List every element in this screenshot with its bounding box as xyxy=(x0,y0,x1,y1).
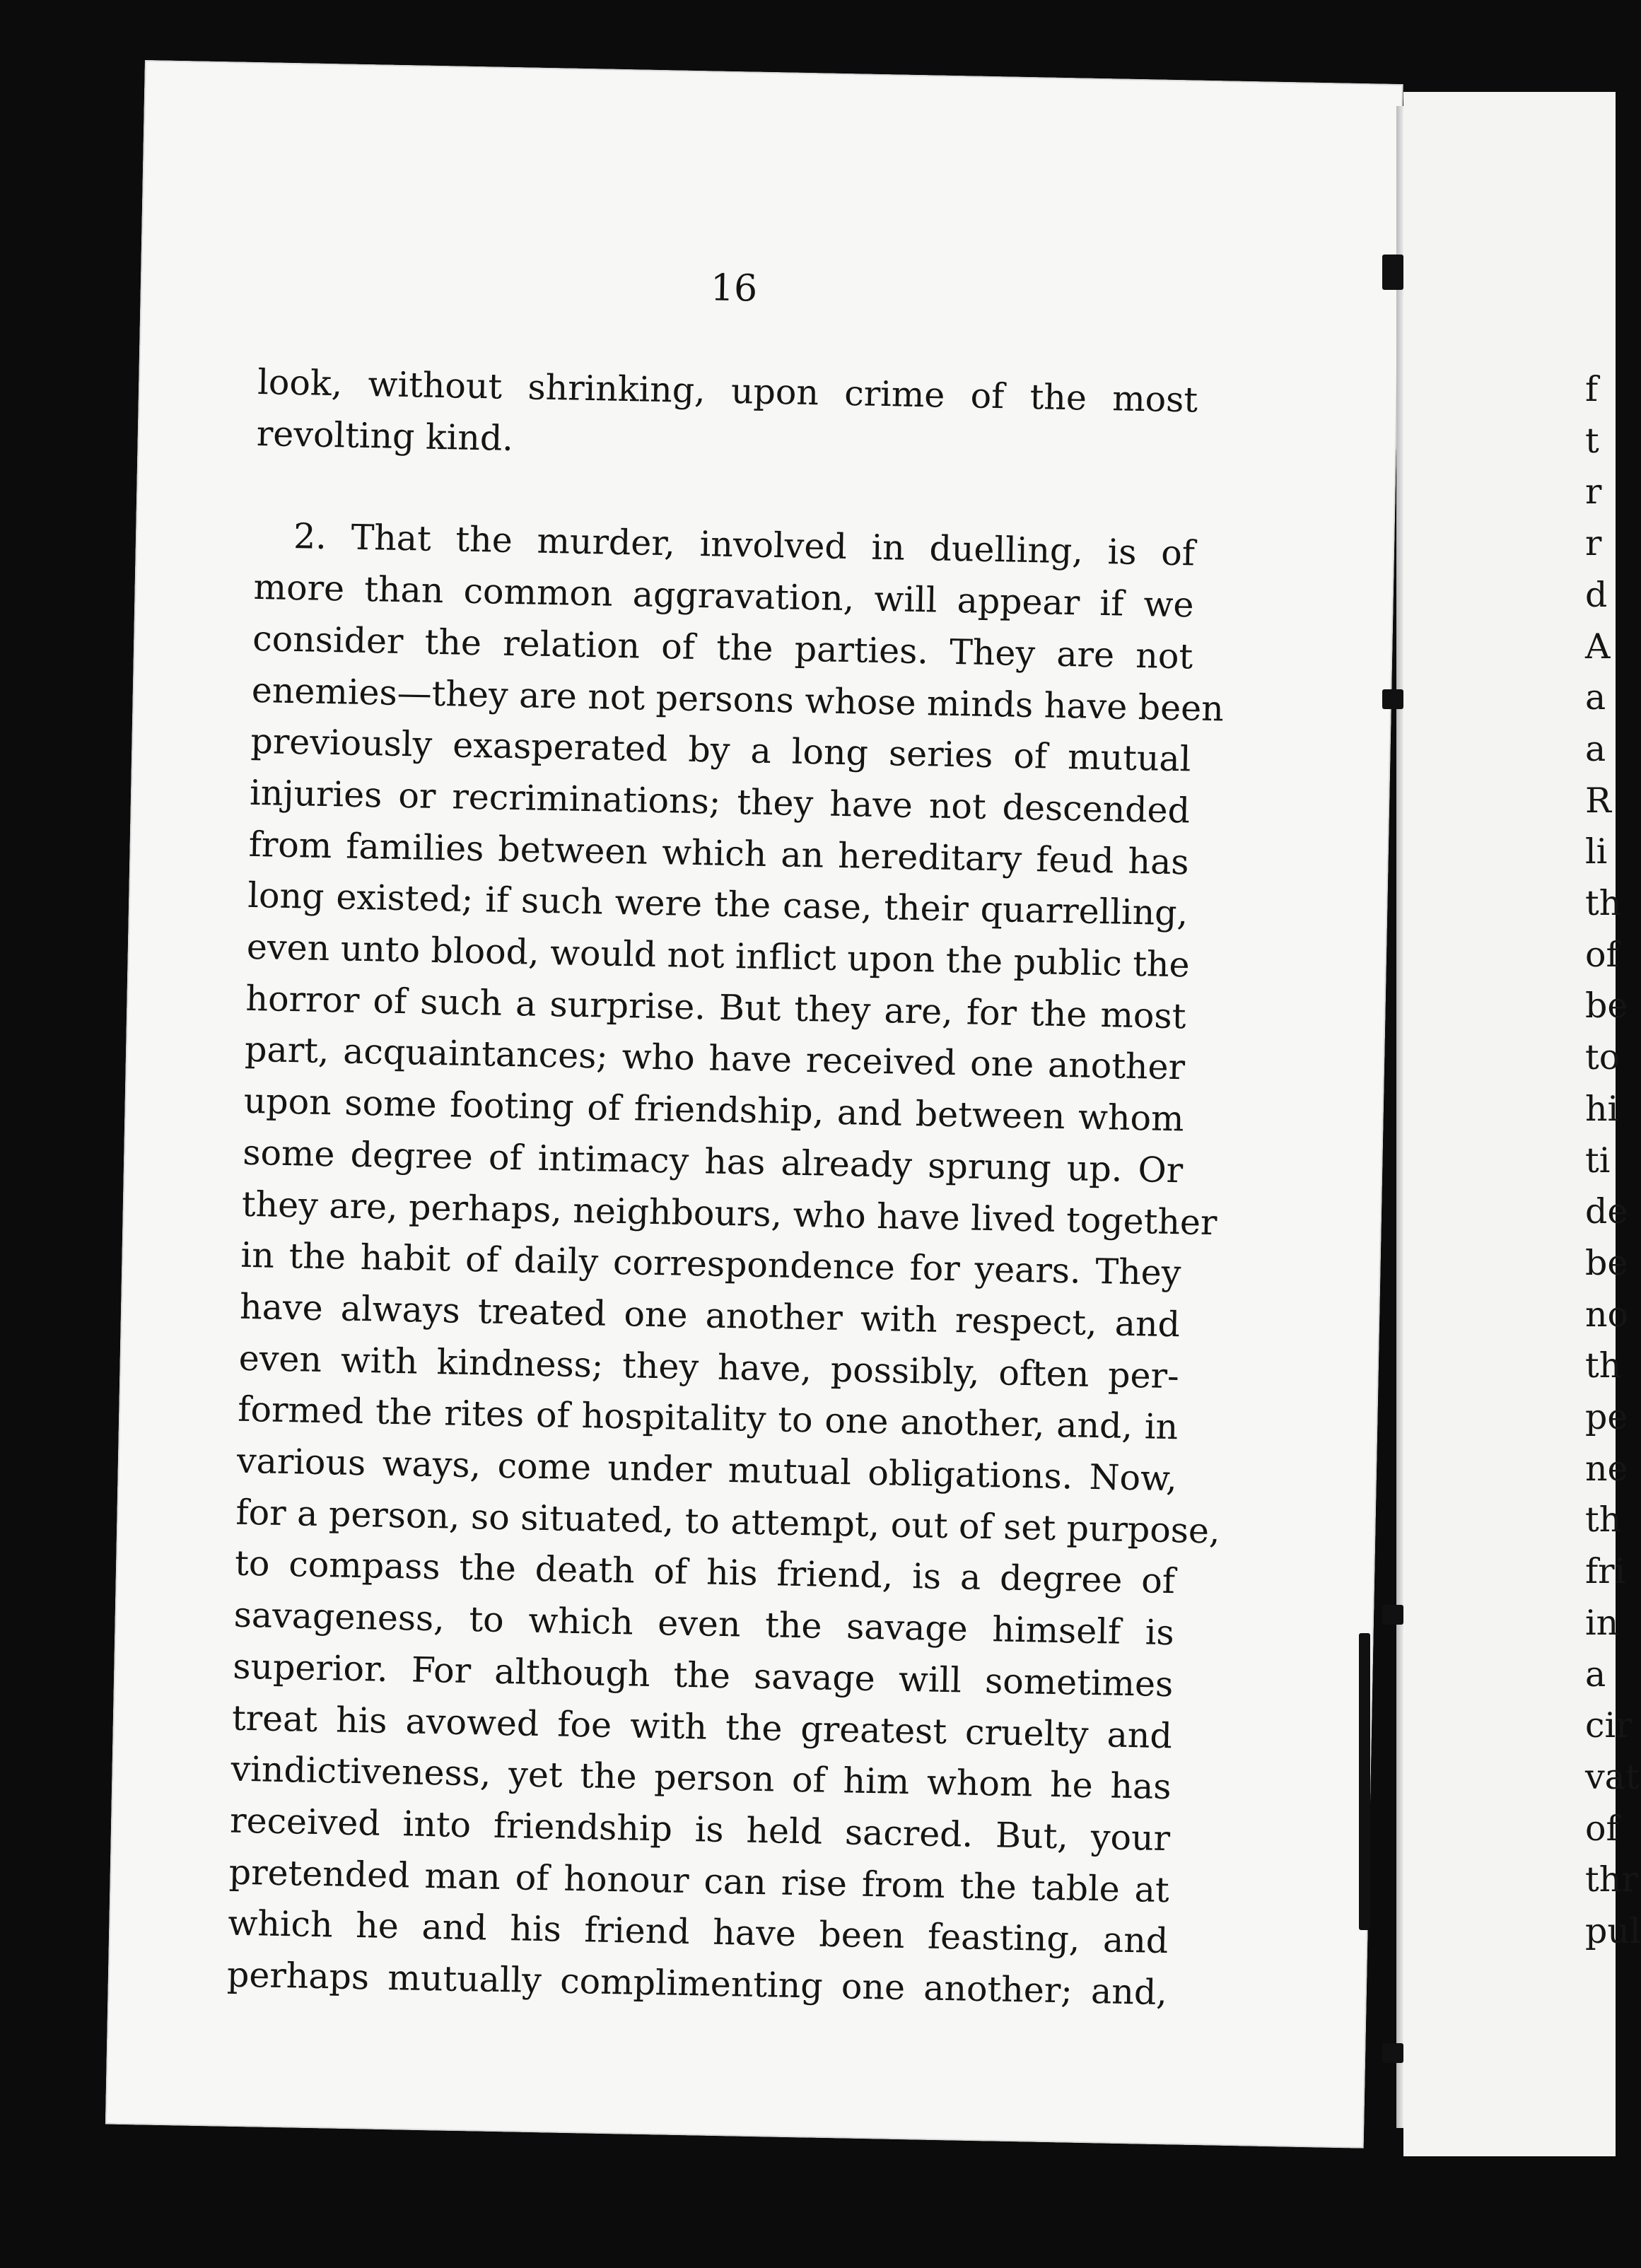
text-line: superior. For although the savage will sometimes xyxy=(232,1646,1174,1705)
facing-page-fragment: fri xyxy=(1585,1551,1626,1592)
facing-page-fragment: th xyxy=(1585,1500,1622,1541)
facing-page-fragment: pe xyxy=(1585,1397,1628,1438)
facing-page-fragment: to xyxy=(1585,1037,1620,1078)
facing-page-fragment: ti xyxy=(1585,1140,1611,1181)
facing-page-fragment: a xyxy=(1585,677,1606,718)
text-line: horror of such a surprise. But they are, for the most xyxy=(245,978,1186,1037)
text-line: revolting kind. xyxy=(256,413,514,459)
facing-page-text-fragments xyxy=(1585,364,1641,1958)
binding-stitch xyxy=(1382,255,1403,290)
text-line: enemies—they are not persons whose minds have been xyxy=(251,670,1225,729)
text-line: even with kindness; they have, possibly, often per- xyxy=(238,1338,1180,1396)
facing-page-fragment: th xyxy=(1585,1345,1622,1386)
text-line: have always treated one another with respect, and xyxy=(239,1286,1181,1345)
text-line: from families between which an hereditary feud has xyxy=(248,824,1190,883)
facing-page-fragment: no xyxy=(1585,1294,1629,1335)
text-line: injuries or recriminations; they have not descended xyxy=(249,772,1191,831)
facing-page-fragment: in xyxy=(1585,1602,1619,1643)
facing-page-fragment: f xyxy=(1585,369,1599,409)
facing-page-fragment: thr xyxy=(1585,1859,1638,1900)
text-line: 2. That the murder, involved in duelling, is of xyxy=(293,516,1196,574)
facing-page-fragment: ne xyxy=(1585,1448,1628,1489)
text-line: formed the rites of hospitality to one another, and, in xyxy=(237,1389,1179,1448)
page-number: 16 xyxy=(710,267,758,310)
facing-page-fragment: d xyxy=(1585,574,1608,615)
binding-stitch xyxy=(1382,1605,1403,1625)
text-line: for a person, so situated, to attempt, out of set purpose, xyxy=(235,1492,1221,1552)
text-line: they are, perhaps, neighbours, who have lived together xyxy=(241,1183,1217,1243)
book-gutter xyxy=(1396,106,1403,2128)
text-line: previously exasperated by a long series of mutual xyxy=(250,721,1191,780)
text-line: consider the relation of the parties. They are not xyxy=(252,618,1193,677)
text-line: pretended man of honour can rise from the table at xyxy=(228,1852,1170,1910)
facing-page-fragment: r xyxy=(1585,523,1602,564)
text-line: upon some footing of friendship, and between whom xyxy=(243,1080,1185,1140)
text-line: look, without shrinking, upon crime of the most xyxy=(257,361,1198,421)
binding-thread xyxy=(1359,1633,1370,1930)
facing-page-fragment: cir xyxy=(1585,1705,1633,1746)
facing-page-fragment: of xyxy=(1585,934,1619,975)
facing-page-fragment: r xyxy=(1585,472,1602,513)
facing-page-fragment: a xyxy=(1585,1654,1606,1695)
text-line: received into friendship is held sacred. But, your xyxy=(229,1800,1171,1859)
text-line: vindictiveness, yet the person of him whom he has xyxy=(230,1748,1172,1808)
text-line: which he and his friend have been feasting, and xyxy=(227,1902,1169,1962)
text-line: long existed; if such were the case, their quarrelling, xyxy=(247,875,1189,934)
facing-page-fragment: th xyxy=(1585,883,1622,924)
text-line: part, acquaintances; who have received one another xyxy=(244,1029,1186,1088)
facing-page-fragment: A xyxy=(1585,626,1611,667)
facing-page-fragment: t xyxy=(1585,420,1599,461)
facing-page-fragment: R xyxy=(1585,780,1611,821)
facing-page-fragment: of xyxy=(1585,1808,1619,1849)
text-line: more than common aggravation, will appear if we xyxy=(253,567,1195,626)
facing-page-fragment: be xyxy=(1585,1242,1628,1283)
text-line: to compass the death of his friend, is a degree of xyxy=(234,1543,1176,1602)
facing-page-fragment: li xyxy=(1585,831,1608,872)
text-line: in the habit of daily correspondence for years. They xyxy=(240,1235,1181,1294)
text-line: even unto blood, would not inflict upon the public the xyxy=(246,926,1191,986)
facing-page xyxy=(1403,92,1616,2156)
facing-page-fragment: be xyxy=(1585,986,1628,1027)
text-line: savageness, to which even the savage himself is xyxy=(233,1594,1175,1654)
text-line: various ways, come under mutual obligations. Now, xyxy=(236,1440,1178,1500)
text-line: some degree of intimacy has already sprung up. Or xyxy=(242,1132,1184,1191)
page-body xyxy=(226,357,1225,2019)
facing-page-fragment: hi xyxy=(1585,1088,1619,1129)
text-line: perhaps mutually complimenting one another; and, xyxy=(226,1954,1168,2013)
text-line: treat his avowed foe with the greatest cruelty and xyxy=(231,1697,1173,1756)
facing-page-fragment: a xyxy=(1585,728,1606,769)
facing-page-fragment: de xyxy=(1585,1191,1628,1232)
facing-page-fragment: vat xyxy=(1585,1756,1640,1797)
binding-stitch xyxy=(1382,689,1403,709)
binding-stitch xyxy=(1382,2043,1403,2063)
facing-page-fragment: pul xyxy=(1585,1911,1641,1952)
